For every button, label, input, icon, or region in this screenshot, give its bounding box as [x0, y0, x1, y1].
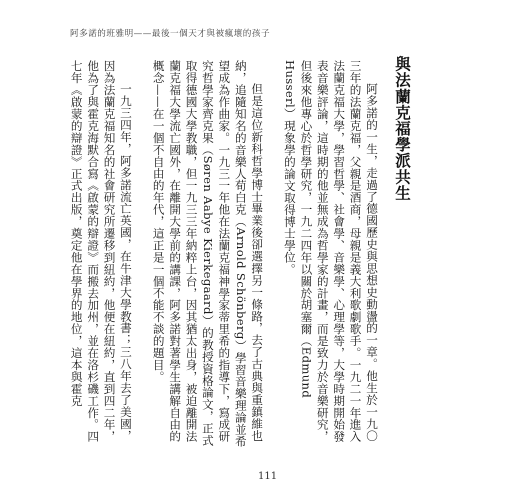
- paragraph-3: 一九三四年，阿多諾流亡英國，在牛津大學教書；三八年去了美國，因為法蘭克福知名的社會研究所遷移到紐約，他便在紐約，直到四二年，他為了與霍克海默合寫《啟蒙的辯證》而搬去加州，並在洛杉磯工作。四七年《啟蒙的辯證》正式出版，奠定他在學界的地位，這本與霍克: [69, 60, 133, 443]
- section-title: 與法蘭克福學派共生: [393, 56, 412, 201]
- page-number: 111: [258, 471, 278, 482]
- paragraph-2: 但是這位新科哲學博士畢業後卻選擇另一條路，去了古典與重鎮維也納，追隨知名的音樂人荀白克（Arnold Schönberg）學習音樂理論並希望成為作曲家。一九三一年他在法蘭克福神學家蒂里希的指導下，寫成研究哲學家齊克果（Søren Aabye Kierkegaard）的教授資格論文，正式取得德國大學教職，但一九三三年納粹上台，因其猶太出身，被迫離開法蘭克福大學流亡國外，在離開大學前的講課，阿多諾對著學生講解自由的概念——在一個不自由的年代，這正是一個不能不談的題目。: [151, 60, 265, 448]
- running-header: 阿多諾的班雅明——最後一個天才與被瘋壞的孩子: [70, 29, 271, 39]
- vertical-body-text: [69, 60, 380, 453]
- paragraph-1: 阿多諾的一生，走過了德國歷史與思想史動盪的一章。他生於一九〇三年的法蘭克福，父親是酒商，母親是義大利歌劇歌手。一九二一年進入法蘭克福大學，學習哲學、社會學、音樂學、心理學等，大學時期開始發表音樂評論，這時期的他並無成為哲學家的計畫，而是致力於音樂研究，但後來他專心於哲學研究，一九二四年以關於胡塞爾（Edmund Husserl）現象學的論文取得博士學位。: [282, 60, 379, 443]
